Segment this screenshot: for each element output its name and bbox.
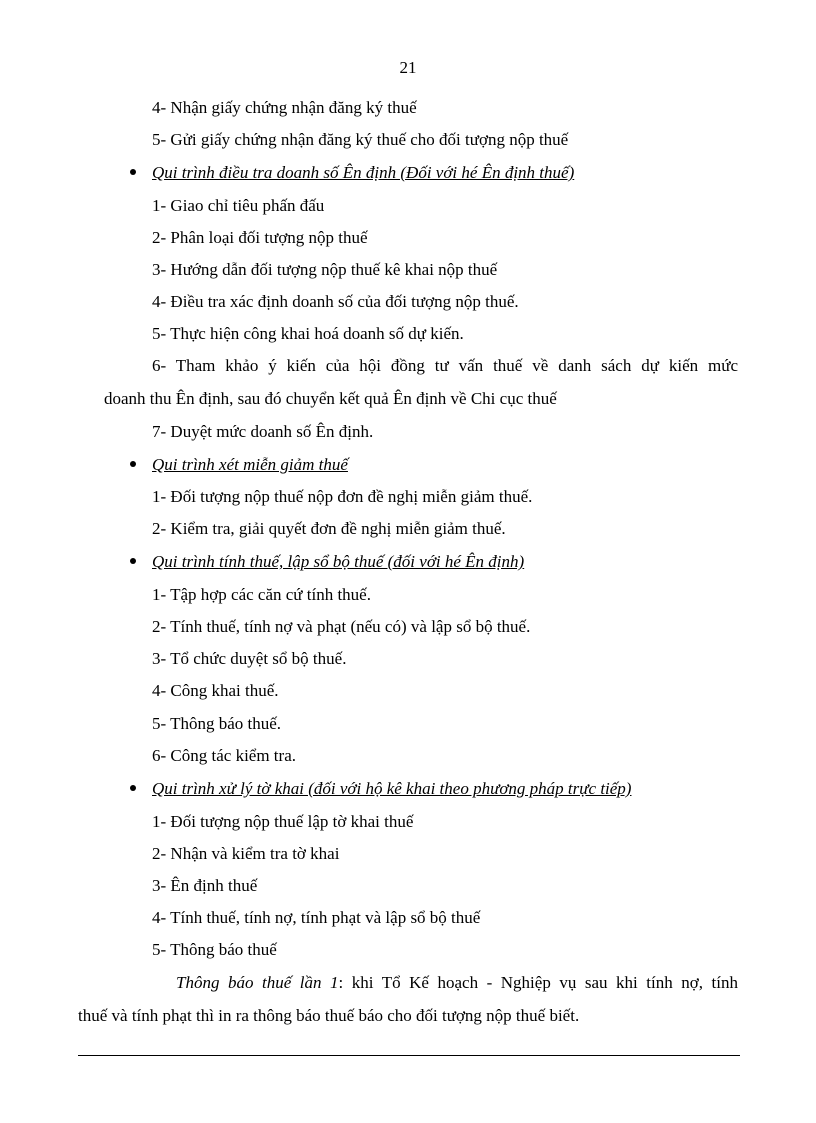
list-item: 1- Giao chỉ tiêu phấn đấu: [152, 196, 325, 215]
notice-paragraph: [176, 972, 738, 994]
list-item: 2- Phân loại đối tượng nộp thuế: [152, 228, 368, 247]
notice-text: : khi Tổ Kế hoạch - Nghiệp vụ sau khi tính nợ, tính: [338, 973, 738, 992]
list-item: 4- Tính thuế, tính nợ, tính phạt và lập sổ bộ thuế: [152, 908, 481, 927]
section-title: Qui trình xử lý tờ khai (đối với hộ kê khai theo phương pháp trực tiếp): [152, 779, 632, 798]
list-item: 1- Đối tượng nộp thuế nộp đơn đề nghị miễn giảm thuế.: [152, 487, 533, 506]
list-item: 1- Đối tượng nộp thuế lập tờ khai thuế: [152, 812, 414, 831]
list-item: 6- Tham khảo ý kiến của hội đồng tư vấn thuế về danh sách dự kiến mức: [152, 356, 738, 375]
list-item: 2- Kiểm tra, giải quyết đơn đề nghị miễn giảm thuế.: [152, 519, 506, 538]
intro-step: 5- Gửi giấy chứng nhận đăng ký thuế cho đối tượng nộp thuế: [152, 130, 569, 149]
list-item: 3- Hướng dẫn đối tượng nộp thuế kê khai nộp thuế: [152, 260, 498, 279]
list-item: 2- Tính thuế, tính nợ và phạt (nếu có) và lập sổ bộ thuế.: [152, 617, 531, 636]
list-item: 1- Tập hợp các căn cứ tính thuế.: [152, 585, 371, 604]
section-heading: [130, 778, 631, 800]
notice-continuation: thuế và tính phạt thì in ra thông báo thuế báo cho đối tượng nộp thuế biết.: [78, 1006, 580, 1025]
bullet-icon: [130, 461, 136, 467]
section-heading: [130, 162, 574, 184]
intro-step: 4- Nhận giấy chứng nhận đăng ký thuế: [152, 98, 417, 117]
section-title: Qui trình tính thuế, lập sổ bộ thuế (đối với hé Ên định): [152, 552, 525, 571]
list-item: 5- Thực hiện công khai hoá doanh số dự kiến.: [152, 324, 464, 343]
list-item: 6- Công tác kiểm tra.: [152, 746, 296, 765]
footer-divider: [78, 1055, 740, 1056]
bullet-icon: [130, 169, 136, 175]
list-item: 5- Thông báo thuế: [152, 940, 277, 959]
list-item: 4- Công khai thuế.: [152, 681, 279, 700]
section-title: Qui trình xét miễn giảm thuế: [152, 455, 348, 474]
section-heading: [130, 454, 348, 476]
section-title: Qui trình điều tra doanh số Ên định (Đối với hé Ên định thuế): [152, 163, 575, 182]
page-number: 21: [399, 58, 417, 77]
bullet-icon: [130, 785, 136, 791]
list-item: 4- Điều tra xác định doanh số của đối tượng nộp thuế.: [152, 292, 519, 311]
notice-label: Thông báo thuế lần 1: [176, 973, 339, 992]
list-item: 2- Nhận và kiểm tra tờ khai: [152, 844, 340, 863]
list-item: 3- Tổ chức duyệt sổ bộ thuế.: [152, 649, 347, 668]
list-item-continuation: doanh thu Ên định, sau đó chuyển kết quả Ên định về Chi cục thuế: [104, 389, 557, 408]
list-item: 7- Duyệt mức doanh số Ên định.: [152, 422, 374, 441]
bullet-icon: [130, 558, 136, 564]
list-item: 3- Ên định thuế: [152, 876, 258, 895]
section-heading: [130, 551, 524, 573]
list-item: 5- Thông báo thuế.: [152, 714, 282, 733]
